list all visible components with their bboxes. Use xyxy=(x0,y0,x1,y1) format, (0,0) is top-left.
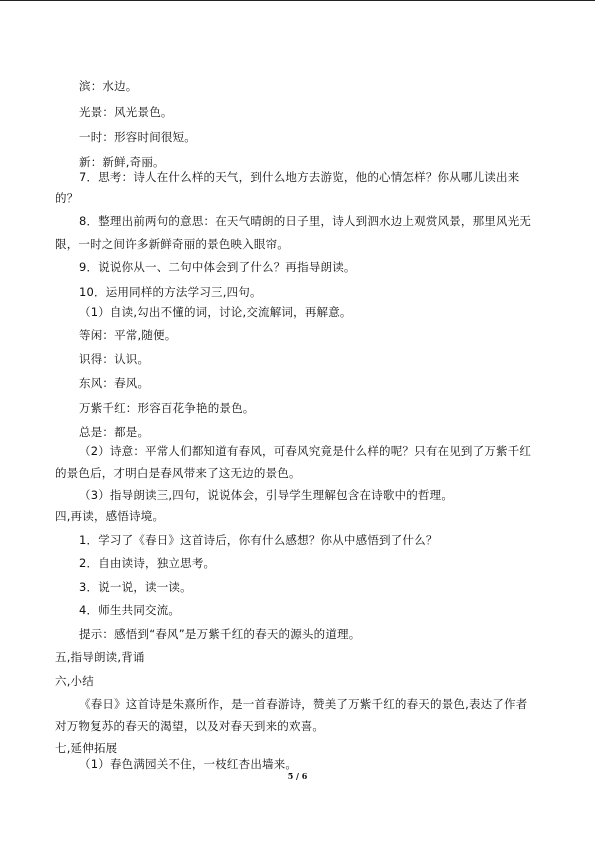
text-line: （1）春色满园关不住，一枝红杏出墙来。 xyxy=(79,757,298,771)
text-line: 4．师生共同交流。 xyxy=(79,603,181,617)
text-line: 滨：水边。 xyxy=(79,79,138,93)
text-line: 识得：认识。 xyxy=(79,352,150,366)
text-line: 限，一时之间许多新鲜奇丽的景色映入眼帘。 xyxy=(55,237,289,251)
text-line: 1．学习了《春日》这首诗后，你有什么感想？你从中感悟到了什么？ xyxy=(79,533,438,547)
text-line: 光景：风光景色。 xyxy=(79,105,173,119)
section-heading: 五,指导朗读,背诵 xyxy=(55,650,145,664)
text-line: （2）诗意：平常人们都知道有春风，可春风究竟是什么样的呢？只有在见到了万紫千红 xyxy=(79,444,532,458)
text-line: 总是：都是。 xyxy=(79,425,150,439)
text-line: 一时：形容时间很短。 xyxy=(79,130,196,144)
text-line: 8．整理出前两句的意思：在天气晴朗的日子里，诗人到泗水边上观赏风景，那里风光无 xyxy=(79,214,532,228)
section-heading: 六,小结 xyxy=(55,674,94,688)
page-number: 5 / 6 xyxy=(287,771,308,781)
text-line: 10．运用同样的方法学习三,四句。 xyxy=(79,285,262,299)
text-line: 新：新鲜,奇丽。 xyxy=(79,155,165,169)
text-line: 的景色后，才明白是春风带来了这无边的景色。 xyxy=(55,466,301,480)
text-line: 2．自由读诗，独立思考。 xyxy=(79,556,216,570)
text-line: 3．说一说，读一读。 xyxy=(79,580,192,594)
text-line: 提示：感悟到“春风”是万紫千红的春天的源头的道理。 xyxy=(79,627,361,641)
text-line: 的？ xyxy=(55,191,79,205)
text-line: 《春日》这首诗是朱熹所作，是一首春游诗，赞美了万紫千红的春天的景色,表达了作者 xyxy=(79,697,528,711)
text-line: （1）自读,勾出不懂的词，讨论,交流解词，再解意。 xyxy=(79,305,352,319)
text-line: 万紫千红：形容百花争艳的景色。 xyxy=(79,401,255,415)
text-line: 对万物复苏的春天的渴望，以及对春天到来的欢喜。 xyxy=(55,719,325,733)
text-line: 东风：春风。 xyxy=(79,376,150,390)
section-heading: 七,延伸拓展 xyxy=(55,741,118,755)
section-heading: 四,再读，感悟诗境。 xyxy=(55,509,165,523)
text-line: 7．思考：诗人在什么样的天气，到什么地方去游览，他的心情怎样？你从哪儿读出来 xyxy=(79,170,520,184)
text-line: 等闲：平常,随便。 xyxy=(79,328,177,342)
text-line: 9．说说你从一、二句中体会到了什么？再指导朗读。 xyxy=(79,260,356,274)
text-line: （3）指导朗读三,四句，说说体会，引导学生理解包含在诗歌中的哲理。 xyxy=(79,488,454,502)
